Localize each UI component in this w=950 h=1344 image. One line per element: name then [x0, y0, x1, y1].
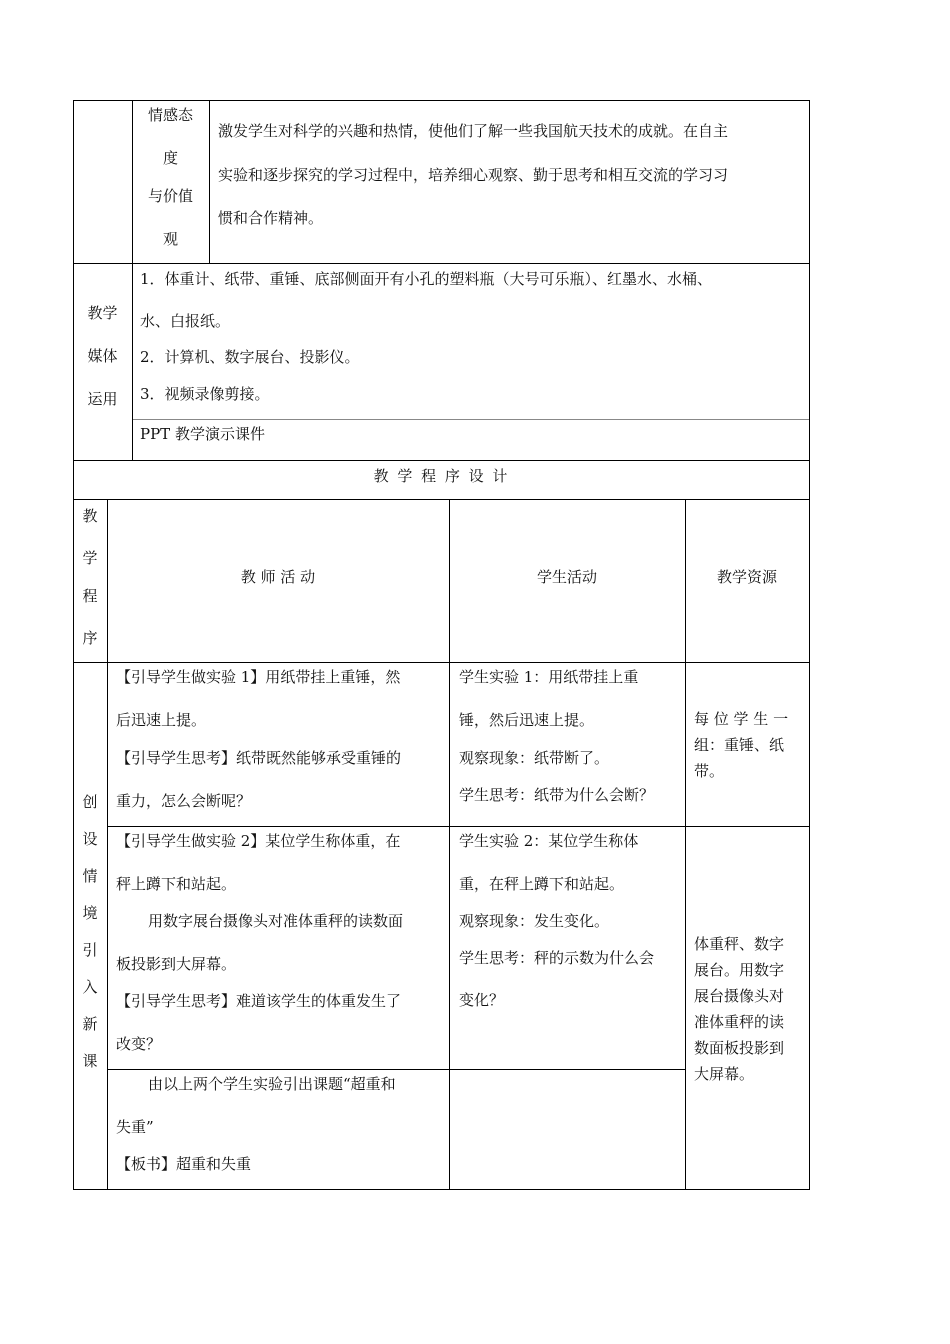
stage-char: 课 — [82, 1052, 98, 1070]
resource-line: 展台。用数字 — [694, 961, 785, 979]
rule-title-bottom — [73, 499, 810, 500]
teacher-line: 【引导学生做实验 2】某位学生称体重，在 — [116, 832, 401, 850]
stage-char: 设 — [82, 830, 98, 848]
objectives-line: 激发学生对科学的兴趣和热情，使他们了解一些我国航天技术的成就。在自主 — [218, 122, 729, 140]
rule-top — [73, 100, 810, 101]
rule-right — [809, 100, 810, 1190]
header-student-activity: 学生活动 — [536, 568, 597, 586]
objectives-line: 实验和逐步探究的学习过程中，培养细心观察、勤于思考和相互交流的学习习 — [218, 166, 729, 184]
objectives-label-line: 情感态 — [147, 106, 193, 124]
rule-objectives-col2 — [209, 100, 210, 263]
resource-line: 组：重锤、纸 — [694, 736, 785, 754]
header-resources: 教学资源 — [716, 568, 777, 586]
teacher-line: 后迅速上提。 — [116, 711, 207, 729]
resource-line: 展台摄像头对 — [694, 987, 785, 1005]
rule-bottom — [73, 1189, 810, 1190]
resource-line: 体重秤、数字 — [694, 935, 785, 953]
resource-line: 数面板投影到 — [694, 1039, 785, 1057]
media-courseware: PPT 教学演示课件 — [140, 425, 265, 443]
student-line: 学生实验 2：某位学生称体 — [459, 832, 639, 850]
media-item: 水、白报纸。 — [140, 312, 231, 330]
stage-char: 创 — [82, 793, 98, 811]
media-label-line: 教学 — [87, 304, 118, 322]
teacher-line: 【引导学生思考】纸带既然能够承受重锤的 — [116, 749, 402, 767]
student-line: 观察现象：纸带断了。 — [459, 749, 610, 767]
header-procedure-char: 程 — [82, 587, 98, 605]
rule-objectives-bottom — [73, 263, 810, 264]
resource-line: 准体重秤的读 — [694, 1013, 785, 1031]
student-line: 变化？ — [459, 991, 505, 1009]
student-line: 锤，然后迅速上提。 — [459, 711, 595, 729]
objectives-label-line: 与价值 — [147, 187, 193, 205]
student-line: 观察现象：发生变化。 — [459, 912, 610, 930]
header-procedure-char: 序 — [82, 629, 98, 647]
teacher-line: 由以上两个学生实验引出课题“超重和 — [148, 1075, 396, 1093]
rule-lower-col1 — [107, 499, 108, 1190]
header-procedure-char: 学 — [82, 549, 98, 567]
resource-line: 大屏幕。 — [694, 1065, 755, 1083]
teacher-line: 板投影到大屏幕。 — [116, 955, 237, 973]
stage-char: 入 — [82, 978, 98, 996]
header-teacher-activity: 教 师 活 动 — [240, 568, 316, 586]
student-line: 重，在秤上蹲下和站起。 — [459, 875, 625, 893]
header-procedure-char: 教 — [82, 507, 98, 525]
rule-lower-col3 — [685, 499, 686, 1190]
media-item: 3．视频录像剪接。 — [140, 385, 270, 403]
rule-row2-bottom — [107, 1069, 685, 1070]
objectives-label-line: 观 — [162, 230, 178, 248]
teacher-line: 改变？ — [116, 1035, 162, 1053]
resource-line: 带。 — [694, 762, 725, 780]
stage-char: 引 — [82, 941, 98, 959]
student-line: 学生思考：纸带为什么会断？ — [459, 786, 655, 804]
rule-media-split — [132, 419, 810, 420]
stage-char: 新 — [82, 1015, 98, 1033]
stage-char: 情 — [82, 867, 98, 885]
rule-row1-bottom — [107, 826, 810, 827]
teacher-line: 秤上蹲下和站起。 — [116, 875, 237, 893]
rule-header-bottom — [73, 662, 810, 663]
media-item: 1．体重计、纸带、重锤、底部侧面开有小孔的塑料瓶（大号可乐瓶）、红墨水、水桶、 — [140, 270, 713, 288]
student-line: 学生实验 1：用纸带挂上重 — [459, 668, 639, 686]
student-line: 学生思考：秤的示数为什么会 — [459, 949, 655, 967]
resource-line: 每 位 学 生 一 — [694, 710, 789, 728]
program-title: 教 学 程 序 设 计 — [373, 467, 510, 485]
teacher-line: 失重” — [116, 1118, 154, 1136]
teacher-line: 【引导学生做实验 1】用纸带挂上重锤，然 — [116, 668, 401, 686]
media-label-line: 媒体 — [87, 347, 118, 365]
rule-lower-col2 — [449, 499, 450, 1190]
media-item: 2．计算机、数字展台、投影仪。 — [140, 348, 360, 366]
media-label-line: 运用 — [87, 390, 118, 408]
objectives-label-line: 度 — [162, 149, 178, 167]
stage-char: 境 — [82, 904, 98, 922]
rule-media-bottom — [73, 460, 810, 461]
teacher-line: 【引导学生思考】难道该学生的体重发生了 — [116, 992, 402, 1010]
objectives-line: 惯和合作精神。 — [218, 209, 324, 227]
teacher-line: 用数字展台摄像头对准体重秤的读数面 — [148, 912, 404, 930]
teacher-line: 重力，怎么会断呢？ — [116, 792, 252, 810]
teacher-line: 【板书】超重和失重 — [116, 1155, 252, 1173]
